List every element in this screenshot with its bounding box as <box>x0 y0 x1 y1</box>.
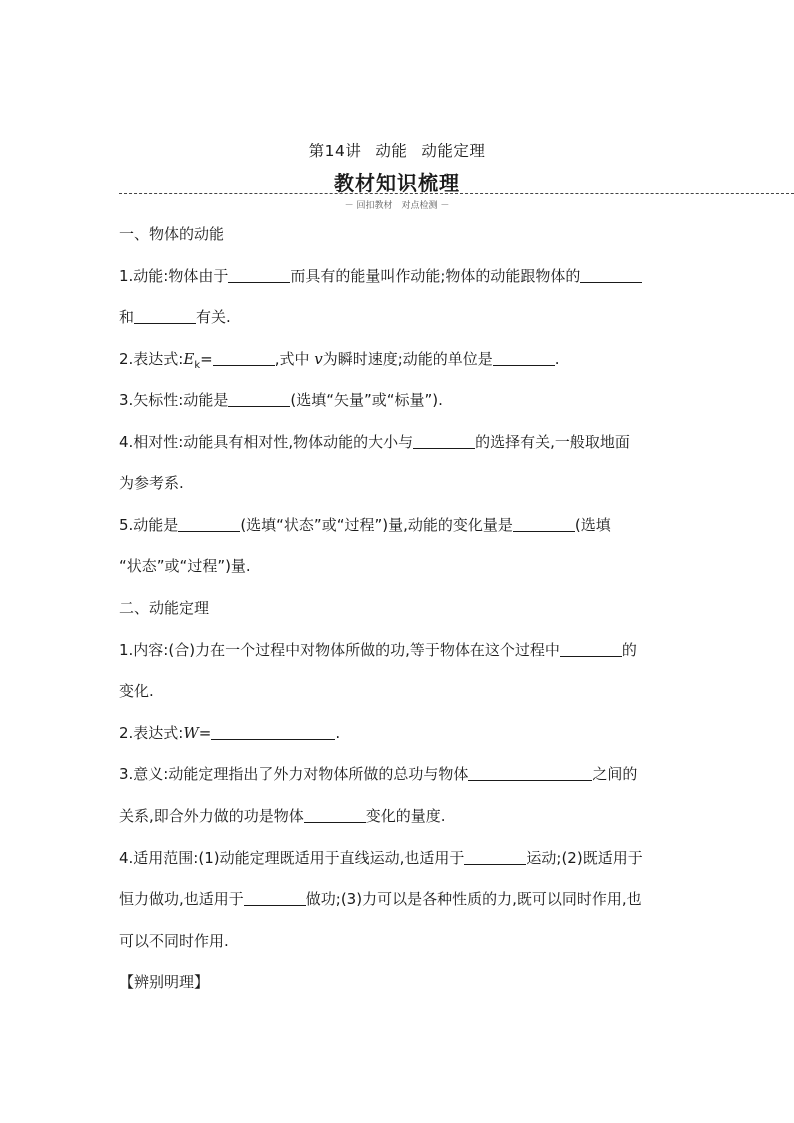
section-banner: 教材知识梳理 <box>334 171 460 195</box>
s2-item3-line1: 3.意义:动能定理指出了外力对物体所做的总功与物体 之间的 <box>119 765 638 783</box>
fill-blank[interactable] <box>468 764 592 781</box>
banner-subtitle: － 回扣教材 对点检测 － <box>344 201 450 211</box>
s1-item2: 2.表达式$:E_k=$ ,式中 v为瞬时速度;动能的单位是 . <box>119 350 560 371</box>
s1-item1-line2: 和 有关. <box>119 308 231 326</box>
fill-blank[interactable] <box>178 515 240 532</box>
lesson-number: 第14讲 <box>308 142 362 160</box>
fill-blank[interactable] <box>580 266 642 283</box>
s2-item3-line2: 关系,即合外力做的功是物体 变化的量度. <box>119 807 446 825</box>
topic-theorem: 动能定理 <box>421 142 486 160</box>
fill-blank[interactable] <box>493 349 555 366</box>
s2-item2: 2.表达式:W= . <box>119 724 341 742</box>
s1-item5-line2: “状态”或“过程”)量. <box>119 557 251 575</box>
banner-divider <box>119 193 794 194</box>
fill-blank[interactable] <box>134 307 196 324</box>
fill-blank[interactable] <box>464 848 526 865</box>
fill-blank[interactable] <box>413 432 475 449</box>
fill-blank[interactable] <box>211 723 335 740</box>
fill-blank[interactable] <box>244 889 306 906</box>
fill-blank[interactable] <box>228 266 290 283</box>
fill-blank[interactable] <box>513 515 575 532</box>
section2-heading: 二、动能定理 <box>119 599 210 617</box>
fill-blank[interactable] <box>304 806 366 823</box>
topic-kinetic-energy: 动能 <box>375 142 408 160</box>
footer-heading: 【辨别明理】 <box>119 973 210 991</box>
s2-item1-line1: 1.内容:(合)力在一个过程中对物体所做的功,等于物体在这个过程中 的 <box>119 641 637 659</box>
s1-item4-line2: 为参考系. <box>119 474 184 492</box>
s2-item1-line2: 变化. <box>119 682 154 700</box>
s2-item4-line2: 恒力做功,也适用于 做功;(3)力可以是各种性质的力,既可以同时作用,也 <box>119 890 642 908</box>
lesson-title <box>0 139 794 161</box>
s2-item4-line1: 4.适用范围:(1)动能定理既适用于直线运动,也适用于 运动;(2)既适用于 <box>119 849 643 867</box>
section1-heading: 一、物体的动能 <box>119 225 225 243</box>
s1-item5-line1: 5.动能是 (选填“状态”或“过程”)量,动能的变化量是 (选填 <box>119 516 611 534</box>
fill-blank[interactable] <box>213 349 275 366</box>
s1-item4-line1: 4.相对性:动能具有相对性,物体动能的大小与 的选择有关,一般取地面 <box>119 433 630 451</box>
fill-blank[interactable] <box>560 640 622 657</box>
s1-item3: 3.矢标性:动能是 (选填“矢量”或“标量”). <box>119 391 443 409</box>
s1-item1-line1: 1.动能:物体由于 而具有的能量叫作动能;物体的动能跟物体的 <box>119 266 679 286</box>
fill-blank[interactable] <box>228 390 290 407</box>
s2-item4-line3: 可以不同时作用. <box>119 932 229 950</box>
